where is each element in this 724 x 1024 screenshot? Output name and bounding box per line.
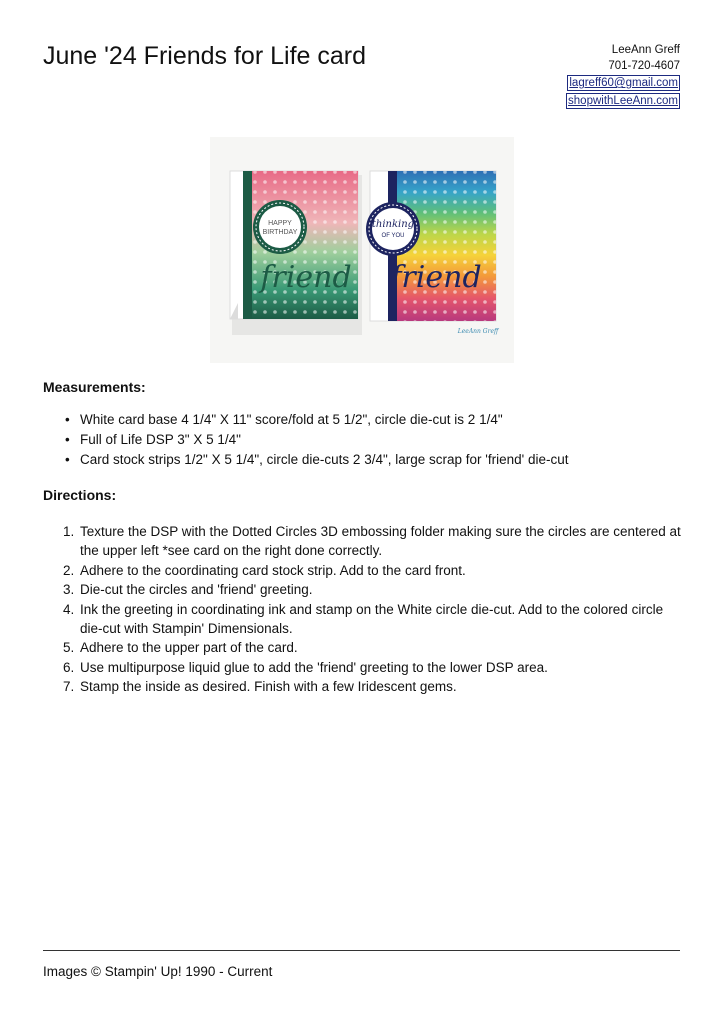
left-greeting-line2: BIRTHDAY (262, 229, 298, 236)
step-text: Stamp the inside as desired. Finish with a few Iridescent gems. (80, 679, 457, 695)
list-item (63, 677, 683, 696)
step-number: 5. (63, 640, 75, 656)
measurements-heading: Measurements: (43, 379, 146, 395)
step-number: 7. (63, 679, 75, 695)
website-link[interactable]: shopwithLeeAnn.com (568, 94, 678, 107)
list-item: • Card stock strips 1/2" X 5 1/4", circle die-cuts 2 3/4", large scrap for 'friend' die-cut (63, 450, 569, 470)
left-friend-word: friend (260, 260, 352, 295)
footer-copyright: Images © Stampin' Up! 1990 - Current (43, 964, 273, 979)
step-number: 2. (63, 562, 75, 578)
contact-block (566, 43, 680, 109)
right-greeting-line2: OF YOU (381, 233, 405, 239)
list-item (63, 600, 683, 639)
footer-divider (43, 950, 680, 951)
step-text: Adhere to the upper part of the card. (80, 640, 298, 656)
list-item (63, 522, 683, 561)
card-photo (210, 137, 514, 363)
step-number: 3. (63, 582, 75, 598)
left-card (230, 171, 358, 319)
email-link[interactable]: lagreff60@gmail.com (569, 77, 678, 89)
signature-logo: LeeAnn Greff (457, 328, 499, 335)
list-item (63, 561, 683, 580)
contact-name: LeeAnn Greff (611, 44, 680, 56)
right-card (366, 171, 500, 335)
step-text: Texture the DSP with the Dotted Circles 3D embossing folder making sure the circles are centered at the upper left *see card on the right done correctly. (80, 524, 681, 559)
list-item (63, 580, 683, 599)
right-friend-word: friend (390, 260, 482, 295)
step-number: 1. (63, 524, 75, 539)
step-text: Adhere to the coordinating card stock strip. Add to the card front. (80, 562, 466, 578)
directions-heading: Directions: (43, 487, 117, 503)
directions-list (63, 522, 683, 697)
list-item (63, 638, 683, 657)
step-number: 6. (63, 659, 75, 675)
card-photo-illustration (210, 137, 514, 363)
list-item: • Full of Life DSP 3" X 5 1/4" (63, 430, 569, 450)
step-text: Use multipurpose liquid glue to add the 'friend' greeting to the lower DSP area. (80, 659, 548, 675)
list-item (63, 658, 683, 677)
contact-phone: 701-720-4607 (608, 59, 680, 72)
page-title: June '24 Friends for Life card (43, 42, 366, 70)
left-greeting-line1: HAPPY (268, 220, 292, 227)
step-number: 4. (63, 601, 75, 617)
step-text: Die-cut the circles and 'friend' greeting. (80, 582, 313, 598)
right-greeting-line1: thinking (371, 219, 415, 230)
step-text: Ink the greeting in coordinating ink and stamp on the White circle die-cut. Add to the colored circle die-cut with Stampin' Dimensionals. (80, 601, 664, 637)
list-item: • White card base 4 1/4" X 11" score/fold at 5 1/2", circle die-cut is 2 1/4" (63, 410, 569, 430)
measurements-list (63, 410, 569, 470)
